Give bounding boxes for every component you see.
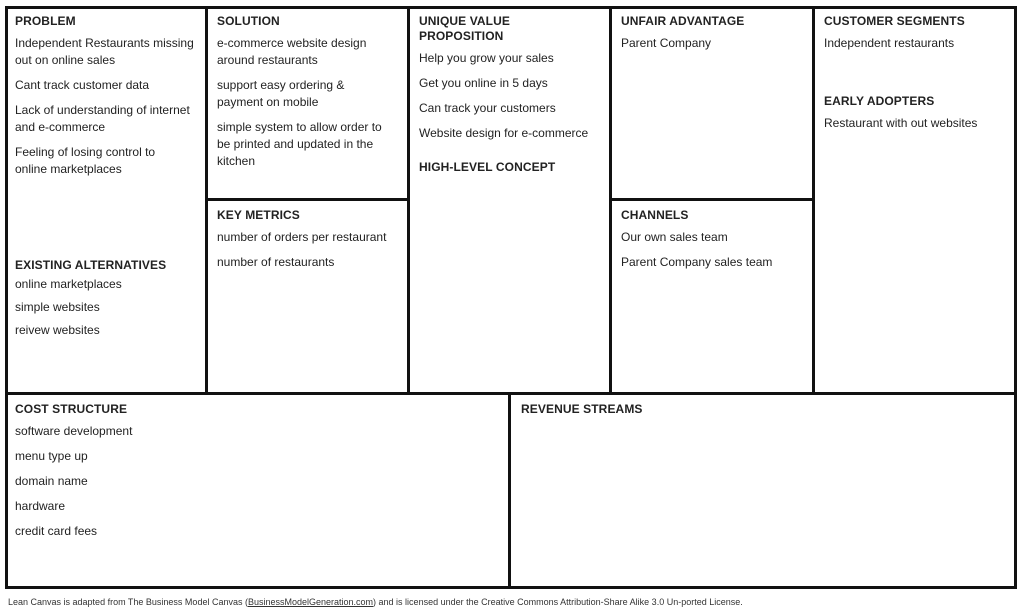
divider [508,392,511,586]
unique-value-proposition-section [419,14,604,384]
solution-item: simple system to allow order to be printed and updated in the kitchen [217,120,382,168]
uvp-title: UNIQUE VALUE PROPOSITION [419,14,510,43]
existing-alternatives-title: EXISTING ALTERNATIVES [15,258,167,272]
divider [812,9,815,395]
channels-title: CHANNELS [621,208,689,222]
problem-item: Cant track customer data [15,78,150,92]
key-metrics-section [217,208,402,388]
divider [407,9,410,395]
key-metrics-title: KEY METRICS [217,208,300,222]
lean-canvas [5,6,1017,589]
customer-segments-title: CUSTOMER SEGMENTS [824,14,965,28]
cost-item: software development [15,424,133,438]
alternative-item: online marketplaces [15,277,122,291]
divider [205,198,410,201]
problem-item: Feeling of losing control to online marketplaces [15,145,156,176]
cost-item: credit card fees [15,524,98,538]
customer-segment-item: Independent restaurants [824,36,955,50]
early-adopters-title: EARLY ADOPTERS [824,94,935,108]
solution-section [217,14,402,194]
business-model-generation-link[interactable]: BusinessModelGeneration.com [247,597,374,607]
uvp-item: Can track your customers [419,101,556,115]
revenue-streams-section [521,402,1006,582]
uvp-item: Get you online in 5 days [419,76,548,90]
problem-item: Lack of understanding of internet and e-commerce [15,103,190,134]
unfair-advantage-section [621,14,806,194]
key-metric-item: number of orders per restaurant [217,230,387,244]
customer-segments-section [824,14,1009,384]
key-metric-item: number of restaurants [217,255,335,269]
existing-alternatives-section [15,258,200,388]
divider [609,198,815,201]
footer-prefix: Lean Canvas is adapted from The Business Model Canvas ( [8,597,248,607]
unfair-advantage-title: UNFAIR ADVANTAGE [621,14,745,28]
unfair-advantage-item: Parent Company [621,36,712,50]
cost-structure-title: COST STRUCTURE [15,402,128,416]
cost-structure-section [15,402,500,582]
cost-item: menu type up [15,449,88,463]
problem-item: Independent Restaurants missing out on online sales [15,36,194,67]
revenue-streams-title: REVENUE STREAMS [521,402,643,416]
license-footer [8,597,743,607]
channel-item: Parent Company sales team [621,255,773,269]
divider [609,9,612,395]
divider [205,9,208,395]
early-adopter-item: Restaurant with out websites [824,116,978,130]
solution-item: e-commerce website design around restaurants [217,36,367,67]
solution-title: SOLUTION [217,14,280,28]
uvp-item: Website design for e-commerce [419,126,589,140]
cost-item: hardware [15,499,66,513]
high-level-concept-title: HIGH-LEVEL CONCEPT [419,160,556,174]
solution-item: support easy ordering & payment on mobile [217,78,345,109]
alternative-item: simple websites [15,300,100,314]
footer-suffix: ) and is licensed under the Creative Commons Attribution-Share Alike 3.0 Un-ported License. [373,597,743,607]
channels-section [621,208,806,388]
cost-item: domain name [15,474,88,488]
problem-title: PROBLEM [15,14,76,28]
uvp-item: Help you grow your sales [419,51,554,65]
channel-item: Our own sales team [621,230,728,244]
alternative-item: reivew websites [15,323,100,337]
divider [8,392,1014,395]
